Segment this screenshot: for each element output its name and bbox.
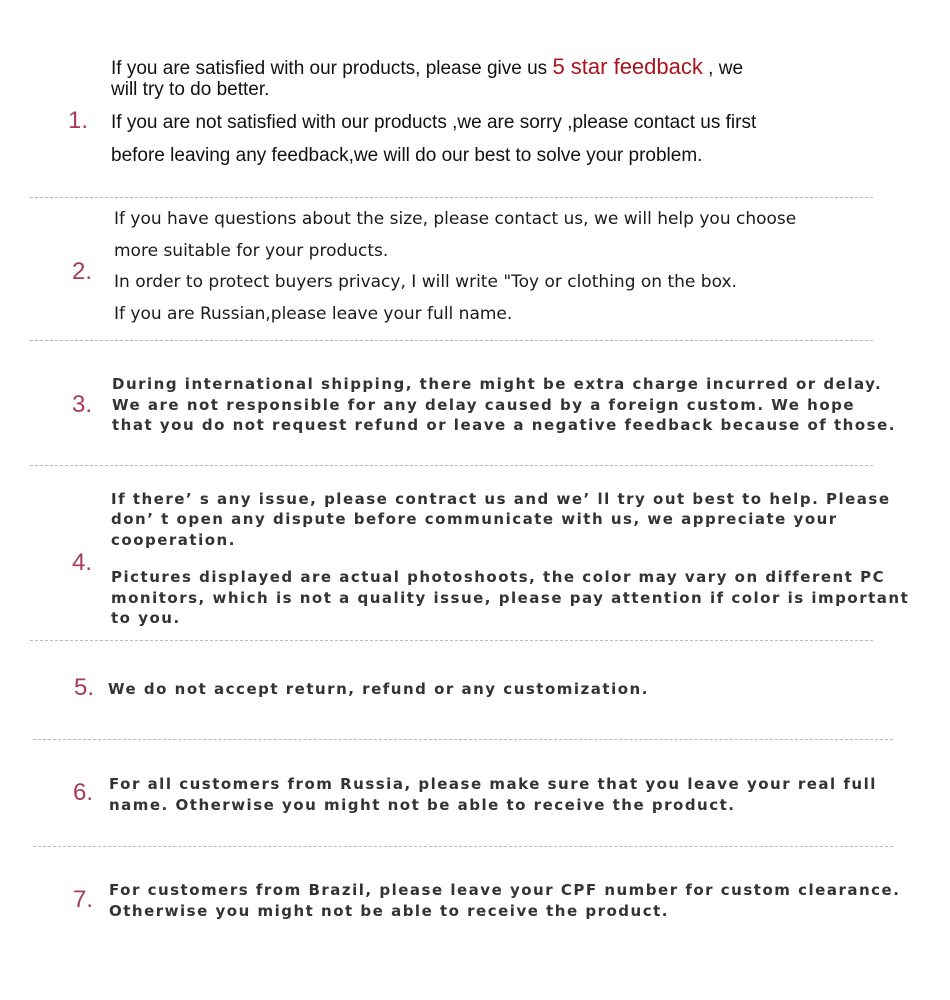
- notice-number: 3.: [72, 391, 93, 418]
- notice-line: to you.: [111, 609, 181, 627]
- notice-line: Otherwise you might not be able to receive the product.: [109, 902, 669, 920]
- divider: [30, 465, 873, 466]
- notice-line: before leaving any feedback,we will do our best to solve your problem.: [111, 145, 703, 166]
- notice-line: will try to do better.: [111, 79, 270, 100]
- notice-line: We are not responsible for any delay caused by a foreign custom. We hope: [112, 396, 856, 414]
- divider: [33, 739, 893, 740]
- notice-line: Pictures displayed are actual photoshoots, the color may vary on different PC: [111, 568, 886, 586]
- notice-number: 4.: [72, 549, 93, 576]
- notice-line: monitors, which is not a quality issue, please pay attention if color is important: [111, 589, 910, 607]
- divider: [33, 846, 893, 847]
- notice-line: For all customers from Russia, please make sure that you leave your real full: [109, 775, 877, 793]
- notice-line: If there’ s any issue, please contract us and we’ ll try out best to help. Please: [111, 490, 891, 508]
- notice-line: [111, 56, 743, 78]
- notice-line: If you have questions about the size, please contact us, we will help you choose: [114, 209, 797, 229]
- notice-line: that you do not request refund or leave a negative feedback because of those.: [112, 416, 896, 434]
- notice-line: If you are Russian,please leave your full name.: [114, 304, 513, 324]
- notice-line: cooperation.: [111, 531, 236, 549]
- notice-number: 1.: [68, 107, 89, 134]
- text-segment: If you are satisfied with our products, please give us: [111, 58, 553, 79]
- notice-number: 7.: [73, 886, 94, 913]
- notice-line: more suitable for your products.: [114, 241, 389, 261]
- notice-number: 5.: [74, 674, 95, 701]
- divider: [30, 340, 873, 341]
- divider: [30, 197, 873, 198]
- notice-line: For customers from Brazil, please leave your CPF number for custom clearance.: [109, 881, 901, 899]
- five-star-highlight: 5 star feedback: [552, 54, 703, 79]
- notice-number: 6.: [73, 779, 94, 806]
- notice-line: We do not accept return, refund or any customization.: [108, 680, 649, 698]
- divider: [30, 640, 873, 641]
- text-segment: , we: [702, 58, 744, 79]
- notice-line: In order to protect buyers privacy, I will write "Toy or clothing on the box.: [114, 272, 737, 292]
- notice-line: don’ t open any dispute before communicate with us, we appreciate your: [111, 510, 838, 528]
- notice-line: If you are not satisfied with our products ,we are sorry ,please contact us first: [111, 112, 757, 133]
- notice-line: name. Otherwise you might not be able to receive the product.: [109, 796, 736, 814]
- notice-line: During international shipping, there might be extra charge incurred or delay.: [112, 375, 883, 393]
- notice-number: 2.: [72, 258, 93, 285]
